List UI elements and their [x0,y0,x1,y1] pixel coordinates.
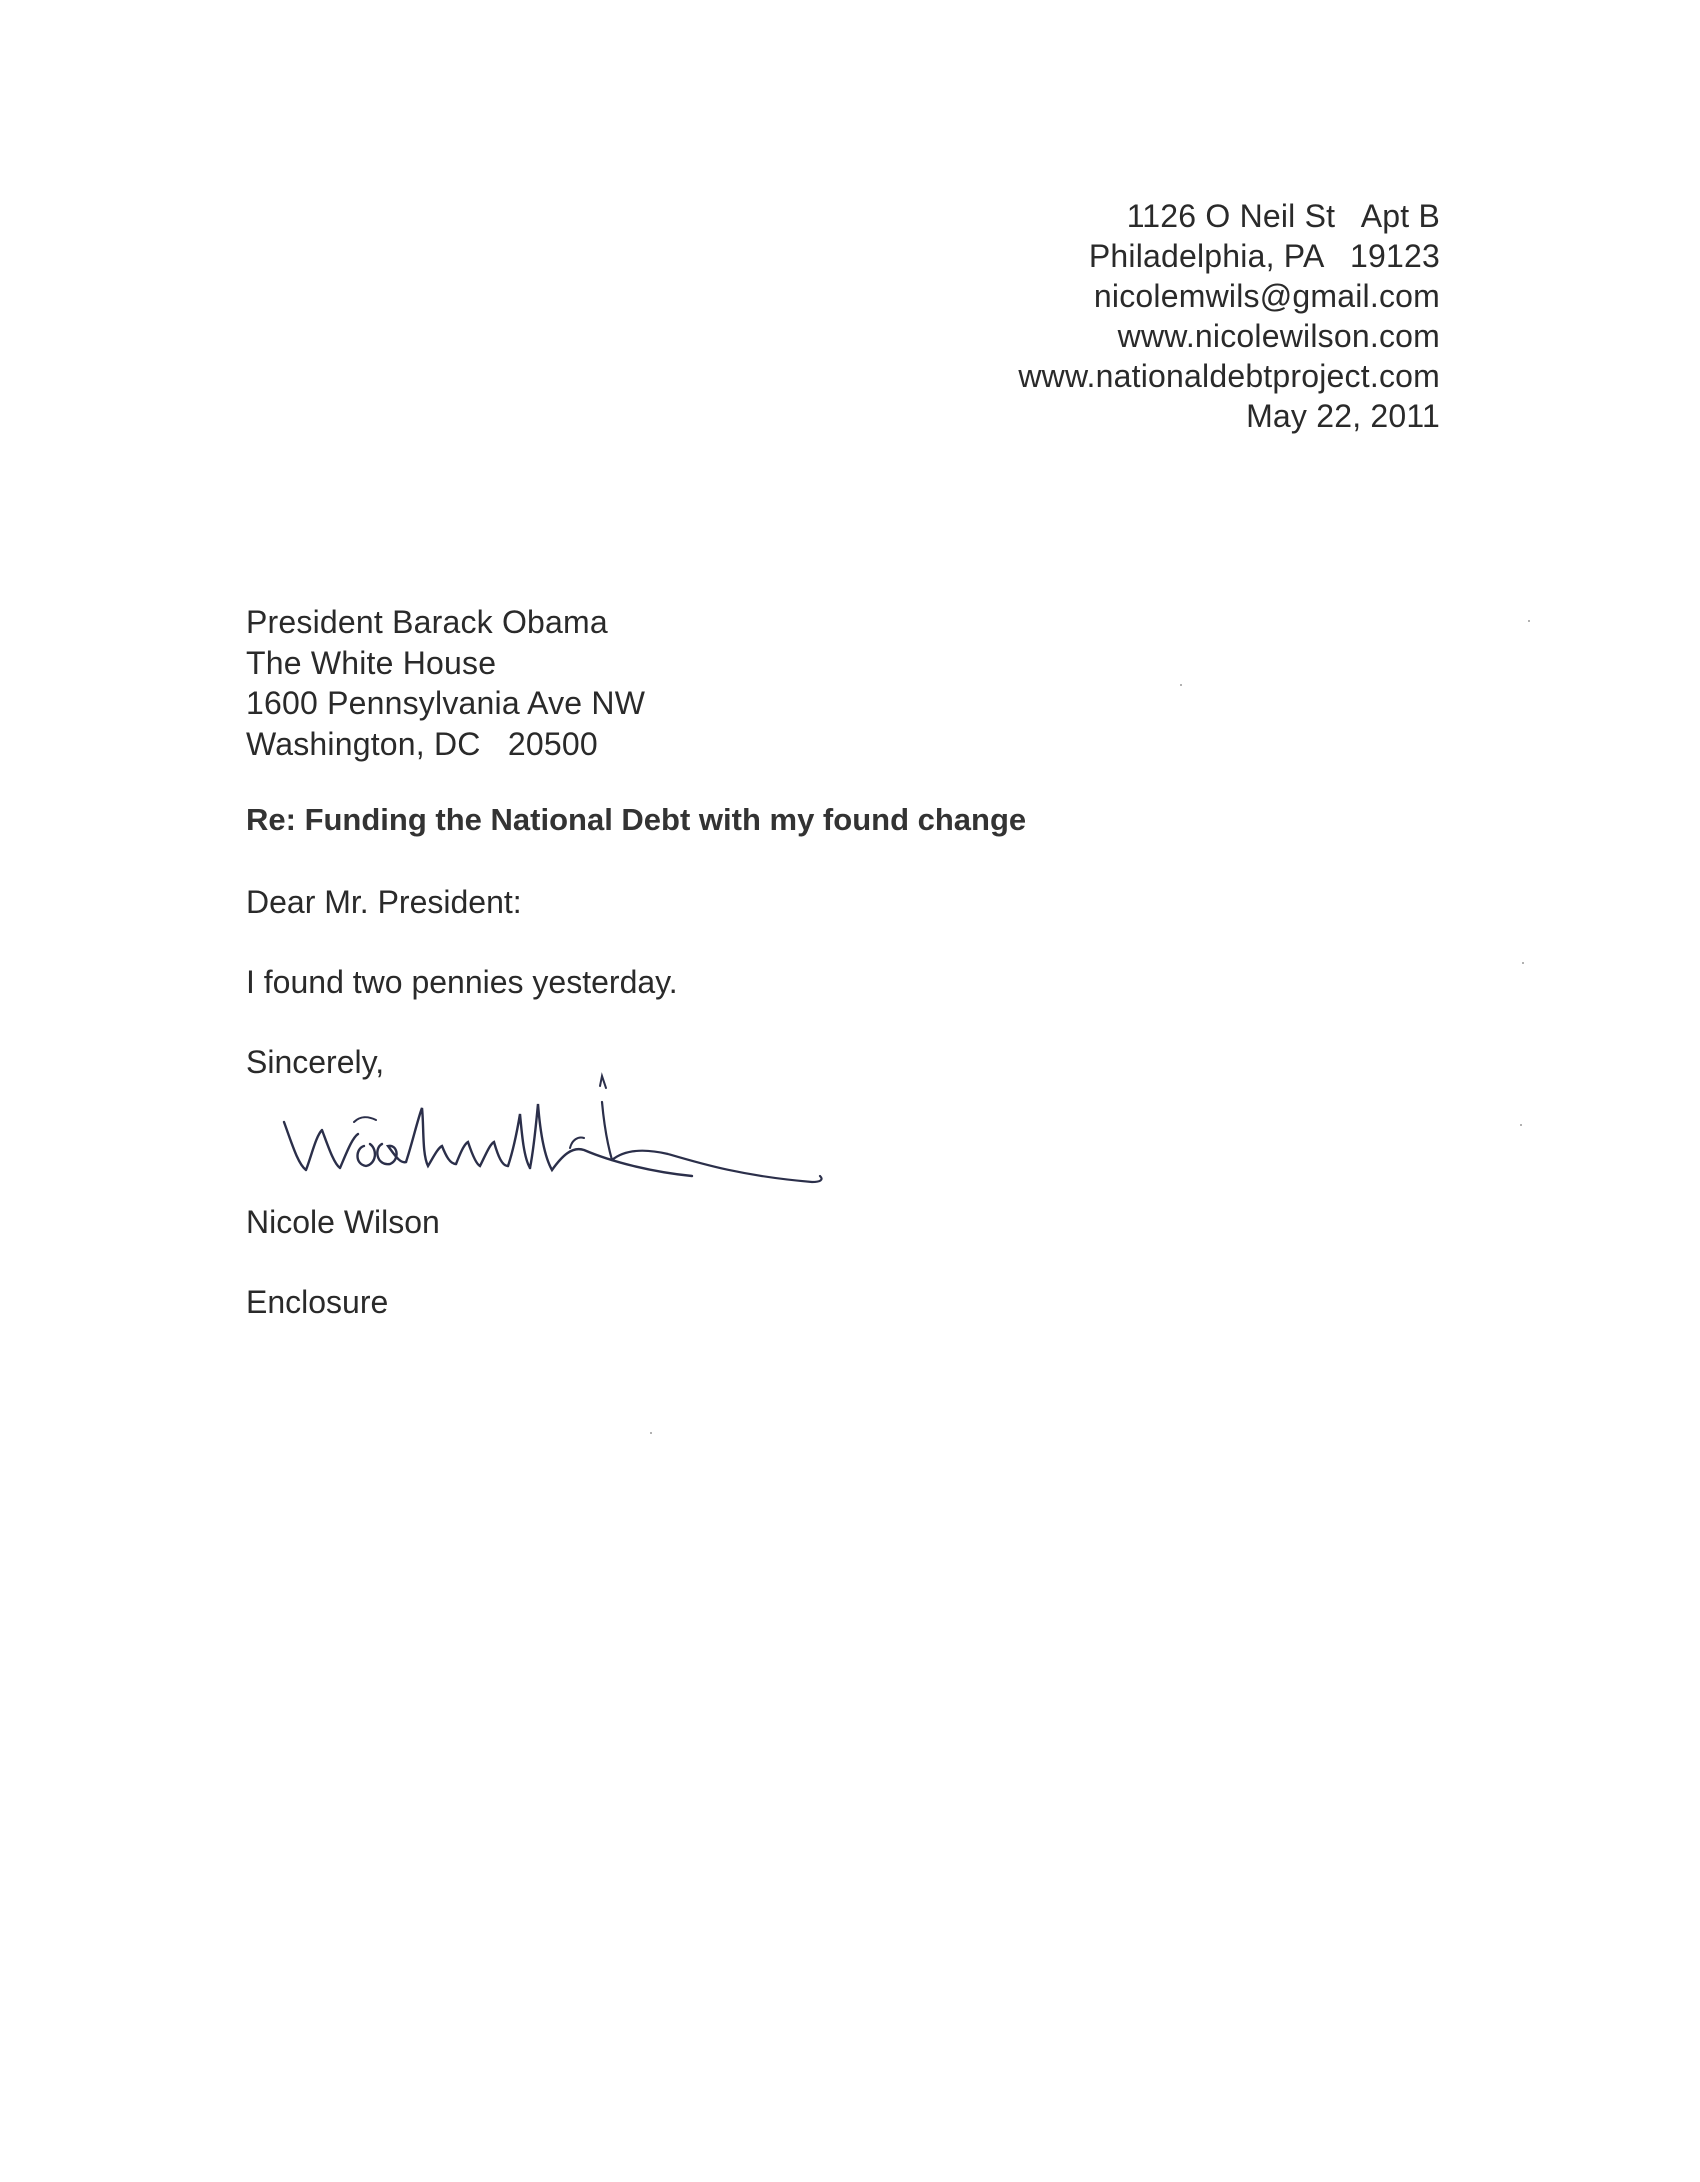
recipient-street: 1600 Pennsylvania Ave NW [246,685,646,721]
sender-address-block [1018,196,1440,436]
subject-line: Re: Funding the National Debt with my found change [246,802,1027,837]
closing: Sincerely, [246,1044,385,1080]
recipient-address-block [246,602,645,764]
scan-speck [1528,620,1530,622]
recipient-city-state-zip: Washington, DC 20500 [246,725,598,762]
scan-speck [1522,962,1524,964]
letter-date: May 22, 2011 [1246,398,1440,434]
sender-website-project: www.nationaldebtproject.com [1018,358,1440,394]
handwritten-signature-icon [272,1064,832,1204]
scan-speck [650,1432,652,1434]
recipient-organization: The White House [246,644,497,681]
letter-body: I found two pennies yesterday. [246,964,678,1000]
scan-speck [1520,1124,1522,1126]
recipient-name: President Barack Obama [246,604,608,640]
sender-street: 1126 O Neil St Apt B [1126,198,1440,234]
enclosure-note: Enclosure [246,1284,389,1320]
signer-name: Nicole Wilson [246,1204,440,1240]
sender-website-personal: www.nicolewilson.com [1117,318,1440,354]
sender-city-state-zip: Philadelphia, PA 19123 [1088,238,1440,274]
scan-speck [1180,684,1182,686]
salutation: Dear Mr. President: [246,884,522,920]
sender-email: nicolemwils@gmail.com [1093,278,1440,314]
